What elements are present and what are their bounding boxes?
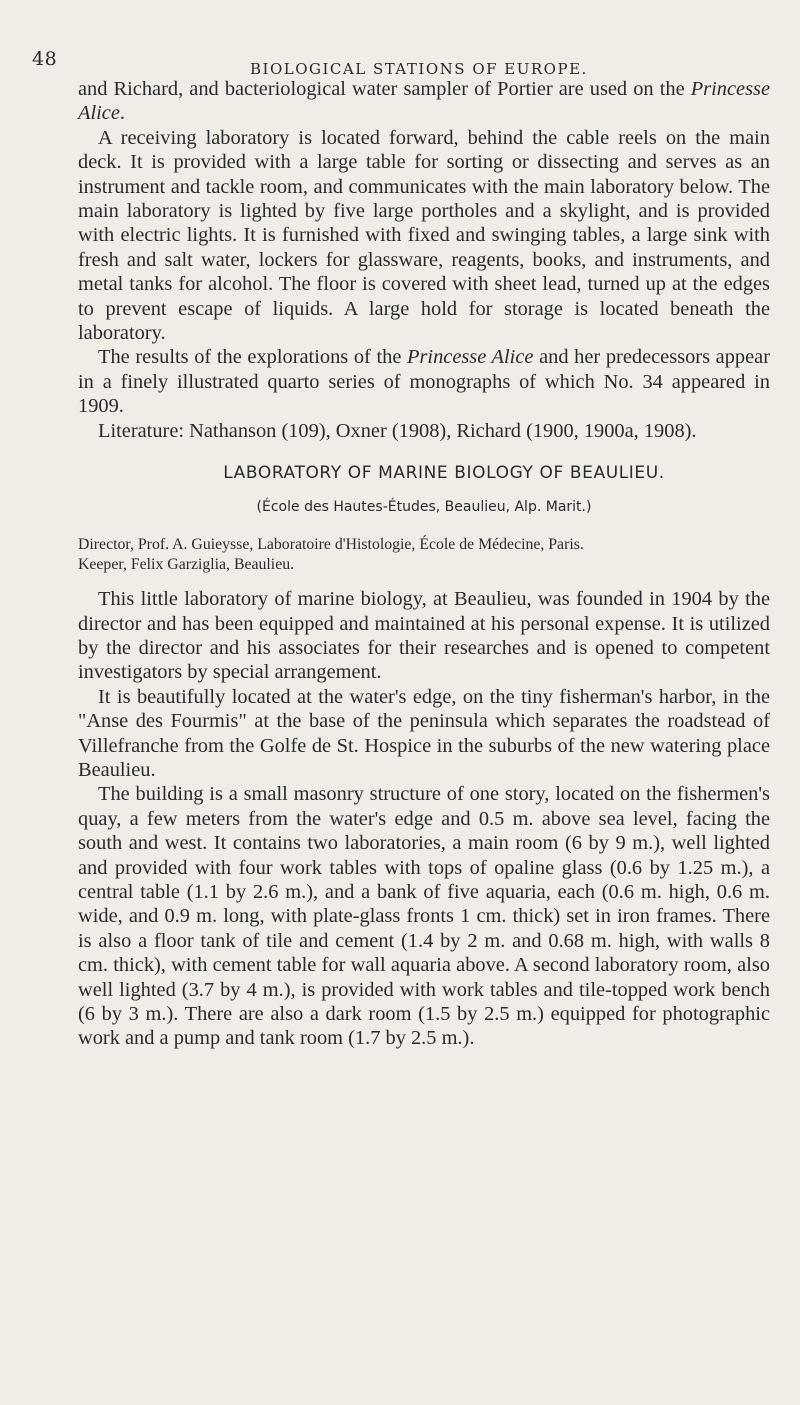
- keeper-line: Keeper, Felix Garziglia, Beaulieu.: [78, 556, 295, 574]
- section-title: LABORATORY OF MARINE BIOLOGY OF BEAULIEU.: [223, 463, 665, 484]
- page-number: 48: [32, 48, 58, 70]
- running-head: BIOLOGICAL STATIONS OF EUROPE.: [250, 60, 588, 78]
- paragraph-receiving-laboratory: A receiving laboratory is located forward, behind the cable reels on the main deck. It is provided with a large table for sorting or dissecting and serves as an instrument and tackle room, and communicates with the main laboratory below. The main laboratory is lighted by five large portholes and a skylight, and is provided with electric lights. It is furnished with fixed and swinging tables, a large sink with fresh and salt water, lockers for glassware, reagents, books, and instruments, and metal tanks for alcohol. The floor is covered with sheet lead, turned up at the edges to prevent escape of liquids. A large hold for storage is located beneath the laboratory.: [78, 126, 770, 345]
- paragraph-building: The building is a small masonry structure of one story, located on the fishermen's quay, a few meters from the water's edge and 0.5 m. above sea level, facing the south and west. It contains two laboratories, a main room (6 by 9 m.), well lighted and provided with four work tables with tops of opaline glass (0.6 by 1.25 m.), a central table (1.1 by 2.6 m.), and a bank of five aquaria, each (0.6 m. high, 0.6 m. wide, and 0.9 m. long, with plate-glass fronts 1 cm. thick) set in iron frames. There is also a floor tank of tile and cement (1.4 by 2 m. and 0.68 m. high, with walls 8 cm. thick), with cement table for wall aquaria above. A second laboratory room, also well lighted (3.7 by 4 m.), is provided with work tables and tile-topped work bench (6 by 3 m.). There are also a dark room (1.5 by 2.5 m.) equipped for photographic work and a pump and tank room (1.7 by 2.5 m.).: [78, 783, 770, 1050]
- director-line: Director, Prof. A. Guieysse, Laboratoire d'Histologie, École de Médecine, Paris.: [78, 536, 584, 554]
- paragraph-continued: and Richard, and bacteriological water sampler of Portier are used on the Princesse Alice.: [78, 78, 770, 125]
- paragraph-results: The results of the explorations of the Princesse Alice and her predecessors appear in a finely illustrated quarto series of monographs of which No. 34 appeared in 1909.: [78, 346, 770, 418]
- body-text-top: [78, 77, 770, 443]
- staff-list: [78, 535, 770, 575]
- ship-name: Princesse Alice: [78, 78, 770, 125]
- paragraph-founding: This little laboratory of marine biology, at Beaulieu, was founded in 1904 by the director and has been equipped and maintained at his personal expense. It is utilized by the director and his associates for their researches and is opened to competent investigators by special arrangement.: [78, 588, 770, 684]
- body-text-bottom: [78, 587, 770, 1051]
- ship-name: Princesse Alice: [407, 346, 534, 369]
- section-subtitle: (École des Hautes-Études, Beaulieu, Alp. Marit.): [256, 499, 592, 516]
- paragraph-location: It is beautifully located at the water's edge, on the tiny fisherman's harbor, in the "Anse des Fourmis" at the base of the peninsula which separates the roadstead of Villefranche from the Golfe de St. Hospice in the suburbs of the new watering place Beaulieu.: [78, 685, 770, 781]
- paragraph-literature: Literature: Nathanson (109), Oxner (1908), Richard (1900, 1900a, 1908).: [98, 419, 697, 442]
